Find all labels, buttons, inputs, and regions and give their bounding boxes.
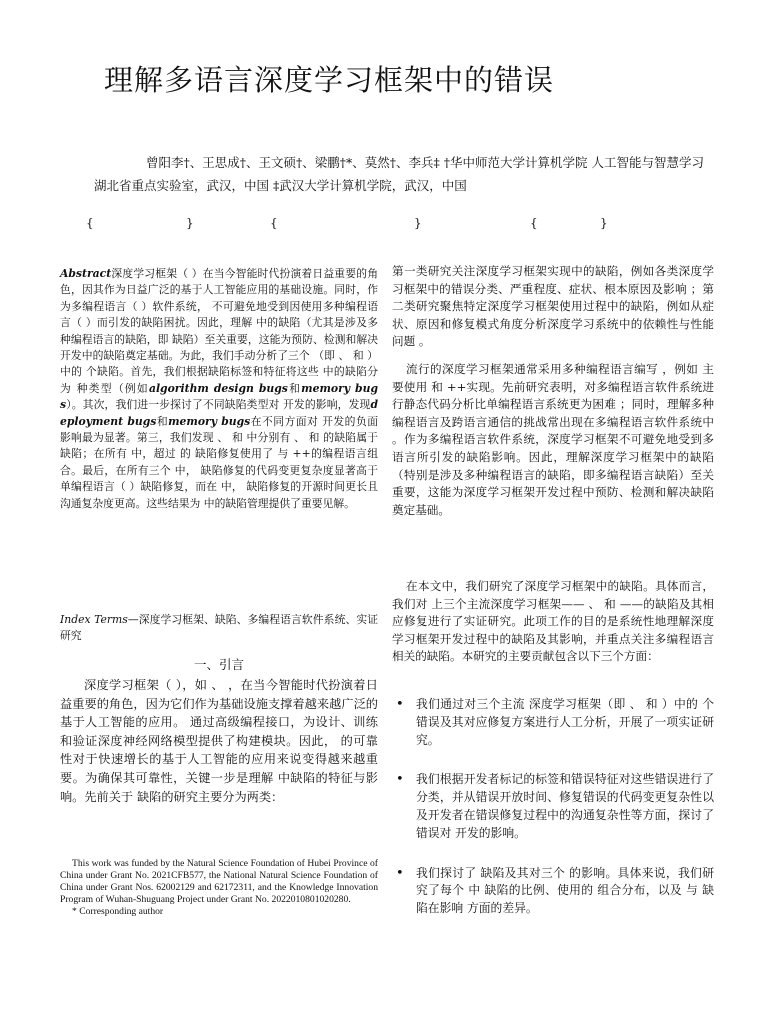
right-paragraph-2-text: 流行的深度学习框架通常采用多种编程语言编写 ，例如 主要使用 和 ++实现。先前研究表明，对多编程语言软件系统进行静态代码分析比单编程语言系统更为困难 ；同时，理解多种编程语言及跨语言通信的挑战常出现在多编程语言软件系统中 。作为多编程语言软件系统，深度学习框架不可避免地受到多语言所引发的缺陷影响。因此，理解深度学习框架中的缺陷（特别是涉及多种编程语言的缺陷，即多编程语言缺陷）至关重要，这能为深度学习框架开发过程中预防、检测和解决缺陷奠定基础。: [392, 362, 714, 517]
brace-open-1: {: [86, 216, 94, 230]
right-paragraph-2: [392, 361, 714, 519]
list-item: • 我们探讨了 缺陷及其对三个 的影响。具体来说，我们研究了每个 中 缺陷的比例、使用的 组合分布，以及 与 缺陷在影响 方面的差异。: [392, 865, 714, 918]
brace-close-1: }: [186, 216, 194, 230]
index-terms-label: Index Terms: [60, 613, 128, 626]
abstract-connector-2: 和: [156, 414, 169, 428]
paper-title: 理解多语言深度学习框架中的错误: [104, 63, 555, 97]
footnote: [60, 858, 378, 918]
section-heading-introduction: 一、引言: [193, 657, 244, 672]
brace-open-3: {: [530, 216, 538, 230]
brace-close-3: }: [600, 216, 608, 230]
author-affiliations: 曾阳李†、王思成†、王文硕†、梁鹏†*、莫然†、李兵‡ †华中师范大学计算机学院 人工智能与智慧学习湖北省重点实验室，武汉，中国 ‡武汉大学计算机学院，武汉，中国: [94, 155, 704, 193]
index-terms: [60, 612, 378, 644]
abstract-term-deployment-bugs: deployment bugs: [60, 398, 378, 428]
brace-close-2: }: [414, 216, 422, 230]
abstract-text-2: ）。其次，我们进一步探讨了不同缺陷类型对 开发的影响，发现: [66, 398, 371, 412]
abstract-term-memory-bugs: memory bugs: [60, 381, 379, 412]
right-paragraph-1-text: 第一类研究关注深度学习框架实现中的缺陷，例如各类深度学习框架中的错误分类、严重程度、症状、根本原因及影响 ；第二类研究聚焦特定深度学习框架使用过程中的缺陷，例如从症状、原因和修复模式角度分析深度学习系统中的依赖性与性能问题 。: [392, 264, 714, 349]
index-terms-text: —深度学习框架、缺陷、多编程语言软件系统、实证研究: [60, 613, 379, 642]
brace-open-2: {: [270, 216, 278, 230]
abstract-connector-1: 和: [287, 381, 302, 395]
contributions-list: [392, 696, 714, 940]
funding-note: This work was funded by the Natural Science Foundation of Hubei Province of China under Grant No. 2021CFB577, the National Natural Science Foundation of China under Grant Nos. 62002129 and 62172311, and the Knowledge Innovation Program of Wuhan-Shuguang Project under Grant No. 2022010801020280.: [60, 858, 378, 905]
abstract: [60, 266, 378, 512]
introduction-paragraph: [60, 676, 378, 806]
abstract-text: 深度学习框架（ ）在当今智能时代扮演着日益重要的角色，因其作为日益广泛的基于人工智能应用的基础设施。同时，作为多编程语言（ ）软件系统， 不可避免地受到因使用多种编程语言（ ）而引发的缺陷困扰。因此，理解 中的缺陷（尤其是涉及多种编程语言的缺陷，即 缺陷）至关重要，这能为预防、检测和解决 开发中的缺陷奠定基础。为此，我们手动分析了三个 （即 、 和 ）中的 个缺陷。首先，我们根据缺陷标签和特征将这些 中的缺陷分为 种类型（例如: [60, 267, 378, 395]
abstract-text-3: 在不同方面对 开发的负面影响最为显著。第三，我们发现 、 和 中分别有 、 和 的缺陷属于 缺陷；在所有 中，超过 的 缺陷修复使用了 与 ++的编程语言组合。最后，在所有三个 中， 缺陷修复的代码变更复杂度显著高于单编程语言（ ）缺陷修复，而在 中， 缺陷修复的开源时间更长且沟通复杂度更高。这些结果为 中的缺陷管理提供了重要见解。: [60, 414, 379, 510]
abstract-term-algorithm-design-bugs: algorithm design bugs: [148, 381, 288, 395]
right-paragraph-3: [392, 578, 714, 666]
right-paragraph-3-text: 在本文中，我们研究了深度学习框架中的缺陷。具体而言，我们对 上三个主流深度学习框架—— 、 和 ——的缺陷及其相应修复进行了实证研究。此项工作的目的是系统性地理解深度学习框架开发过程中的缺陷及其影响，并重点关注多编程语言相关的缺陷。本研究的主要贡献包含以下三个方面：: [392, 579, 714, 664]
right-paragraph-1: [392, 263, 714, 351]
corresponding-author-note: * Corresponding author: [72, 906, 164, 917]
list-item: • 我们根据开发者标记的标签和错误特征对这些错误进行了分类，并从错误开放时间、修复错误的代码变更复杂性以及开发者在错误修复过程中的沟通复杂性等方面，探讨了错误对 开发的影响。: [392, 771, 714, 842]
abstract-term-memory-bugs-2: memory bugs: [168, 414, 251, 428]
abstract-label: Abstract: [60, 267, 112, 280]
introduction-text: 深度学习框架（ ），如 、 ，在当今智能时代扮演着日益重要的角色，因为它们作为基础设施支撑着越来越广泛的基于人工智能的应用。 通过高级编程接口，为设计、训练和验证深度神经网络模型提供了构建模块。因此， 的可靠性对于快速增长的基于人工智能的应用来说变得越来越重要。为确保其可靠性，关键一步是理解 中缺陷的特征与影响。先前关于 缺陷的研究主要分为两类：: [60, 678, 378, 804]
list-item: • 我们通过对三个主流 深度学习框架（即 、 和 ）中的 个错误及其对应修复方案进行人工分析，开展了一项实证研究。: [392, 696, 714, 749]
